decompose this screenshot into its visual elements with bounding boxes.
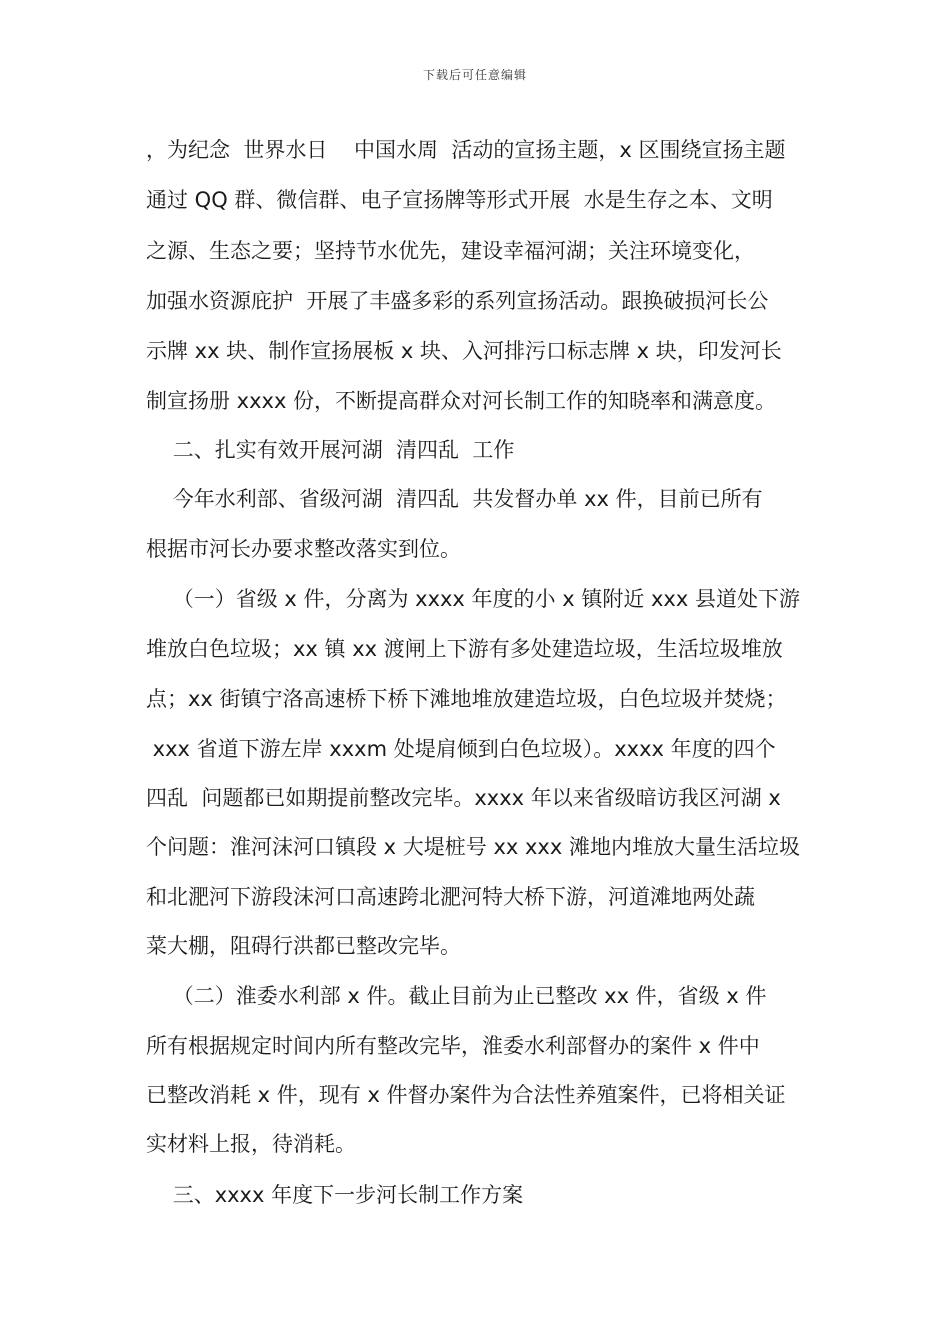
body-line: 四乱 问题都已如期提前整改完毕。xxxx 年以来省级暗访我区河湖 x: [146, 786, 781, 810]
body-line: xxx 省道下游左岸 xxxm 处堤肩倾到白色垃圾）。xxxx 年度的四个: [146, 737, 776, 761]
body-line: 根据市河长办要求整改落实到位。: [146, 537, 461, 561]
body-line: 和北淝河下游段沫河口高速跨北淝河特大桥下游，河道滩地两处蔬: [146, 885, 755, 909]
body-line: 个问题：淮河沫河口镇段 x 大堤桩号 xx xxx 滩地内堆放大量生活垃圾: [146, 835, 800, 859]
page-header: 下载后可任意编辑: [422, 68, 527, 82]
body-line: 之源、生态之要；坚持节水优先，建设幸福河湖；关注环境变化，: [146, 239, 755, 263]
body-line: ，为纪念 世界水日 中国水周 活动的宣扬主题，x 区围绕宣扬主题: [146, 138, 786, 162]
body-line: 通过 QQ 群、微信群、电子宣扬牌等形式开展 水是生存之本、文明: [146, 188, 773, 212]
body-line: （二）淮委水利部 x 件。截止目前为止已整改 xx 件，省级 x 件: [146, 984, 767, 1008]
body-line: 堆放白色垃圾；xx 镇 xx 渡闸上下游有多处建造垃圾，生活垃圾堆放: [146, 637, 783, 661]
body-line: （一）省级 x 件，分离为 xxxx 年度的小 x 镇附近 xxx 县道处下游: [146, 587, 800, 611]
body-line: 已整改消耗 x 件，现有 x 件督办案件为合法性养殖案件，已将相关证: [146, 1083, 786, 1107]
section-heading: 三、xxxx 年度下一步河长制工作方案: [146, 1183, 524, 1207]
body-line: 制宣扬册 xxxx 份，不断提高群众对河长制工作的知晓率和满意度。: [146, 389, 777, 413]
body-line: 今年水利部、省级河湖 清四乱 共发督办单 xx 件，目前已所有: [146, 487, 763, 511]
body-line: 所有根据规定时间内所有整改完毕，淮委水利部督办的案件 x 件中: [146, 1034, 760, 1058]
body-line: 点；xx 街镇宁洛高速桥下桥下滩地堆放建造垃圾，白色垃圾并焚烧；: [146, 687, 787, 711]
body-line: 加强水资源庇护 开展了丰盛多彩的系列宣扬活动。跟换破损河长公: [146, 289, 769, 313]
body-line: 示牌 xx 块、制作宣扬展板 x 块、入河排污口标志牌 x 块，印发河长: [146, 339, 782, 363]
section-heading: 二、扎实有效开展河湖 清四乱 工作: [146, 438, 515, 462]
body-line: 实材料上报，待消耗。: [146, 1132, 356, 1156]
body-line: 菜大棚，阻碍行洪都已整改完毕。: [146, 934, 461, 958]
